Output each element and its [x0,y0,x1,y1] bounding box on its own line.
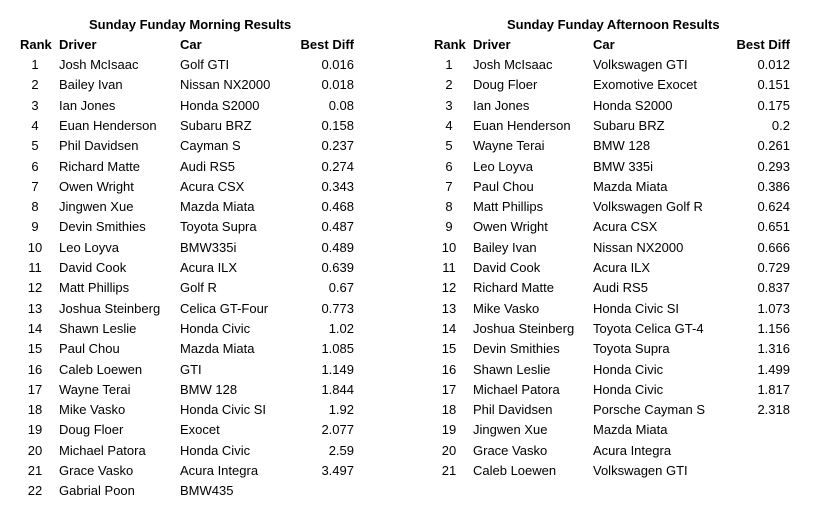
rank-cell: 2 [445,77,453,93]
rank-cell: 10 [441,239,457,255]
rank-cell: 9 [31,219,39,235]
car-cell: Honda S2000 [593,97,673,113]
rank-cell: 13 [27,300,43,316]
rank-cell: 7 [31,178,39,194]
car-header: Car [180,37,202,52]
rank-cell: 14 [27,320,43,336]
driver-cell: Grace Vasko [59,463,134,478]
driver-cell: Jingwen Xue [59,199,134,215]
best-diff-cell: 0.489 [321,239,354,255]
car-cell: Volkswagen GTI [593,463,688,478]
best-diff-cell: 2.59 [328,442,354,458]
driver-cell: Bailey Ivan [59,77,123,93]
best-diff-cell: 0.67 [328,280,354,296]
best-diff-cell: 0.639 [321,260,354,275]
rank-cell: 15 [27,341,43,357]
rank-cell: 2 [31,77,39,93]
rank-cell: 4 [445,117,453,133]
car-cell: Nissan NX2000 [593,239,684,255]
rank-cell: 5 [31,138,39,154]
best-diff-cell: 1.844 [321,381,354,397]
best-diff-cell: 0.175 [757,97,790,113]
rank-header: Rank [434,37,466,52]
best-diff-cell: 1.316 [757,341,790,357]
driver-cell: Joshua Steinberg [473,320,575,336]
driver-cell: Bailey Ivan [473,239,537,255]
best-diff-cell: 0.837 [757,280,790,296]
best-diff-cell: 1.149 [321,361,354,377]
best-diff-cell: 1.085 [321,341,354,357]
rank-cell: 16 [441,361,457,377]
driver-cell: Owen Wright [59,178,134,194]
rank-cell: 6 [445,158,453,174]
best-diff-cell: 0.151 [757,77,790,93]
driver-cell: Leo Loyva [59,239,119,255]
car-cell: Mazda Miata [180,341,255,357]
driver-cell: Devin Smithies [473,341,560,357]
rank-cell: 22 [27,483,43,499]
driver-cell: David Cook [473,260,541,275]
car-cell: Nissan NX2000 [180,77,271,93]
rank-cell: 9 [445,219,453,235]
car-cell: Honda Civic SI [593,300,679,316]
driver-cell: Ian Jones [473,97,530,113]
rank-cell: 10 [27,239,43,255]
car-cell: Porsche Cayman S [593,402,705,418]
rank-cell: 3 [31,97,39,113]
rank-cell: 8 [31,199,39,215]
driver-cell: Euan Henderson [473,117,571,133]
driver-cell: Grace Vasko [473,442,548,458]
best-diff-header: Best Diff [300,37,354,52]
rank-cell: 4 [31,117,39,133]
rank-header: Rank [20,37,52,52]
best-diff-cell: 0.487 [321,219,354,235]
car-cell: Subaru BRZ [593,117,665,133]
rank-cell: 17 [27,381,43,397]
rank-cell: 19 [27,422,43,438]
driver-cell: Jingwen Xue [473,422,548,438]
driver-cell: Shawn Leslie [473,361,551,377]
best-diff-cell: 1.073 [757,300,790,316]
car-cell: Audi RS5 [180,158,235,174]
best-diff-cell: 0.666 [757,239,790,255]
car-cell: Celica GT-Four [180,300,269,316]
car-cell: Subaru BRZ [180,117,252,133]
best-diff-cell: 0.012 [757,57,790,72]
best-diff-cell: 0.158 [321,117,354,133]
car-cell: Acura Integra [593,442,672,458]
car-cell: Golf R [180,280,217,296]
car-cell: Acura CSX [180,178,245,194]
best-diff-cell: 2.318 [757,402,790,418]
best-diff-cell: 0.016 [321,57,354,72]
driver-cell: Joshua Steinberg [59,300,161,316]
driver-cell: Richard Matte [59,158,140,174]
driver-cell: Owen Wright [473,219,548,235]
rank-cell: 13 [441,300,457,316]
best-diff-header: Best Diff [736,37,790,52]
car-cell: Volkswagen Golf R [593,199,703,215]
best-diff-cell: 1.02 [328,320,354,336]
driver-cell: Phil Davidsen [59,138,139,154]
rank-cell: 3 [445,97,453,113]
driver-cell: Matt Phillips [473,199,544,215]
car-cell: Exomotive Exocet [593,77,698,93]
car-cell: Honda Civic [180,320,251,336]
driver-cell: Gabrial Poon [59,483,135,499]
car-cell: BMW 335i [593,158,653,174]
rank-cell: 5 [445,138,453,154]
car-cell: Honda Civic [180,442,251,458]
car-cell: Mazda Miata [593,178,668,194]
best-diff-cell: 0.018 [321,77,354,93]
car-cell: Honda S2000 [180,97,260,113]
car-cell: Acura Integra [180,463,259,478]
driver-cell: Matt Phillips [59,280,130,296]
best-diff-cell: 0.08 [328,97,354,113]
driver-cell: Michael Patora [473,381,560,397]
driver-cell: David Cook [59,260,127,275]
car-cell: Toyota Supra [593,341,670,357]
car-cell: Acura ILX [180,260,238,275]
rank-cell: 11 [442,260,456,275]
car-cell: Acura CSX [593,219,658,235]
driver-cell: Ian Jones [59,97,116,113]
best-diff-cell: 3.497 [321,463,354,478]
driver-cell: Wayne Terai [59,381,131,397]
driver-cell: Mike Vasko [473,300,540,316]
car-header: Car [593,37,615,52]
rank-cell: 20 [441,442,457,458]
driver-cell: Leo Loyva [473,158,533,174]
driver-cell: Devin Smithies [59,219,146,235]
rank-cell: 18 [441,402,457,418]
rank-cell: 18 [27,402,43,418]
driver-cell: Mike Vasko [59,402,126,418]
best-diff-cell: 0.237 [321,138,354,154]
rank-cell: 12 [441,280,457,296]
rank-cell: 12 [27,280,43,296]
car-cell: BMW 128 [593,138,651,154]
driver-cell: Paul Chou [59,341,120,357]
best-diff-cell: 0.261 [757,138,790,154]
afternoon-title: Sunday Funday Afternoon Results [507,17,720,32]
rank-cell: 17 [441,381,457,397]
driver-cell: Michael Patora [59,442,146,458]
car-cell: Honda Civic [593,381,664,397]
car-cell: Honda Civic SI [180,402,266,418]
rank-cell: 21 [27,463,43,478]
car-cell: Golf GTI [180,57,230,72]
rank-cell: 16 [27,361,43,377]
driver-cell: Doug Floer [59,422,124,438]
driver-cell: Richard Matte [473,280,554,296]
car-cell: Audi RS5 [593,280,648,296]
car-cell: Mazda Miata [593,422,668,438]
rank-cell: 21 [441,463,457,478]
best-diff-cell: 0.729 [757,260,790,275]
rank-cell: 14 [441,320,457,336]
rank-cell: 19 [441,422,457,438]
driver-cell: Phil Davidsen [473,402,553,418]
best-diff-cell: 0.651 [757,219,790,235]
driver-header: Driver [59,37,97,52]
morning-title: Sunday Funday Morning Results [89,17,292,32]
best-diff-cell: 1.156 [757,320,790,336]
car-cell: Toyota Celica GT-4 [593,320,704,336]
driver-cell: Josh McIsaac [59,57,139,72]
car-cell: Honda Civic [593,361,664,377]
best-diff-cell: 0.386 [757,178,790,194]
best-diff-cell: 0.274 [321,158,354,174]
car-cell: Volkswagen GTI [593,57,688,72]
rank-cell: 8 [445,199,453,215]
driver-cell: Josh McIsaac [473,57,553,72]
driver-cell: Doug Floer [473,77,538,93]
driver-header: Driver [473,37,511,52]
rank-cell: 11 [28,260,42,275]
car-cell: BMW435 [180,483,234,499]
driver-cell: Caleb Loewen [59,361,143,377]
rank-cell: 7 [445,178,453,194]
best-diff-cell: 1.499 [757,361,790,377]
car-cell: GTI [180,361,202,377]
driver-cell: Shawn Leslie [59,320,137,336]
rank-cell: 1 [445,57,453,72]
best-diff-cell: 2.077 [321,422,354,438]
car-cell: Mazda Miata [180,199,255,215]
best-diff-cell: 0.293 [757,158,790,174]
best-diff-cell: 0.468 [321,199,354,215]
best-diff-cell: 1.92 [328,402,354,418]
car-cell: BMW335i [180,239,237,255]
best-diff-cell: 0.773 [321,300,354,316]
rank-cell: 1 [31,57,39,72]
car-cell: BMW 128 [180,381,238,397]
car-cell: Cayman S [180,138,241,154]
best-diff-cell: 0.2 [771,117,790,133]
rank-cell: 20 [27,442,43,458]
rank-cell: 15 [441,341,457,357]
best-diff-cell: 0.624 [757,199,790,215]
best-diff-cell: 0.343 [321,178,354,194]
best-diff-cell: 1.817 [757,381,790,397]
rank-cell: 6 [31,158,39,174]
driver-cell: Caleb Loewen [473,463,557,478]
car-cell: Toyota Supra [180,219,257,235]
car-cell: Exocet [180,422,220,438]
driver-cell: Wayne Terai [473,138,545,154]
driver-cell: Euan Henderson [59,117,157,133]
driver-cell: Paul Chou [473,178,534,194]
car-cell: Acura ILX [593,260,651,275]
